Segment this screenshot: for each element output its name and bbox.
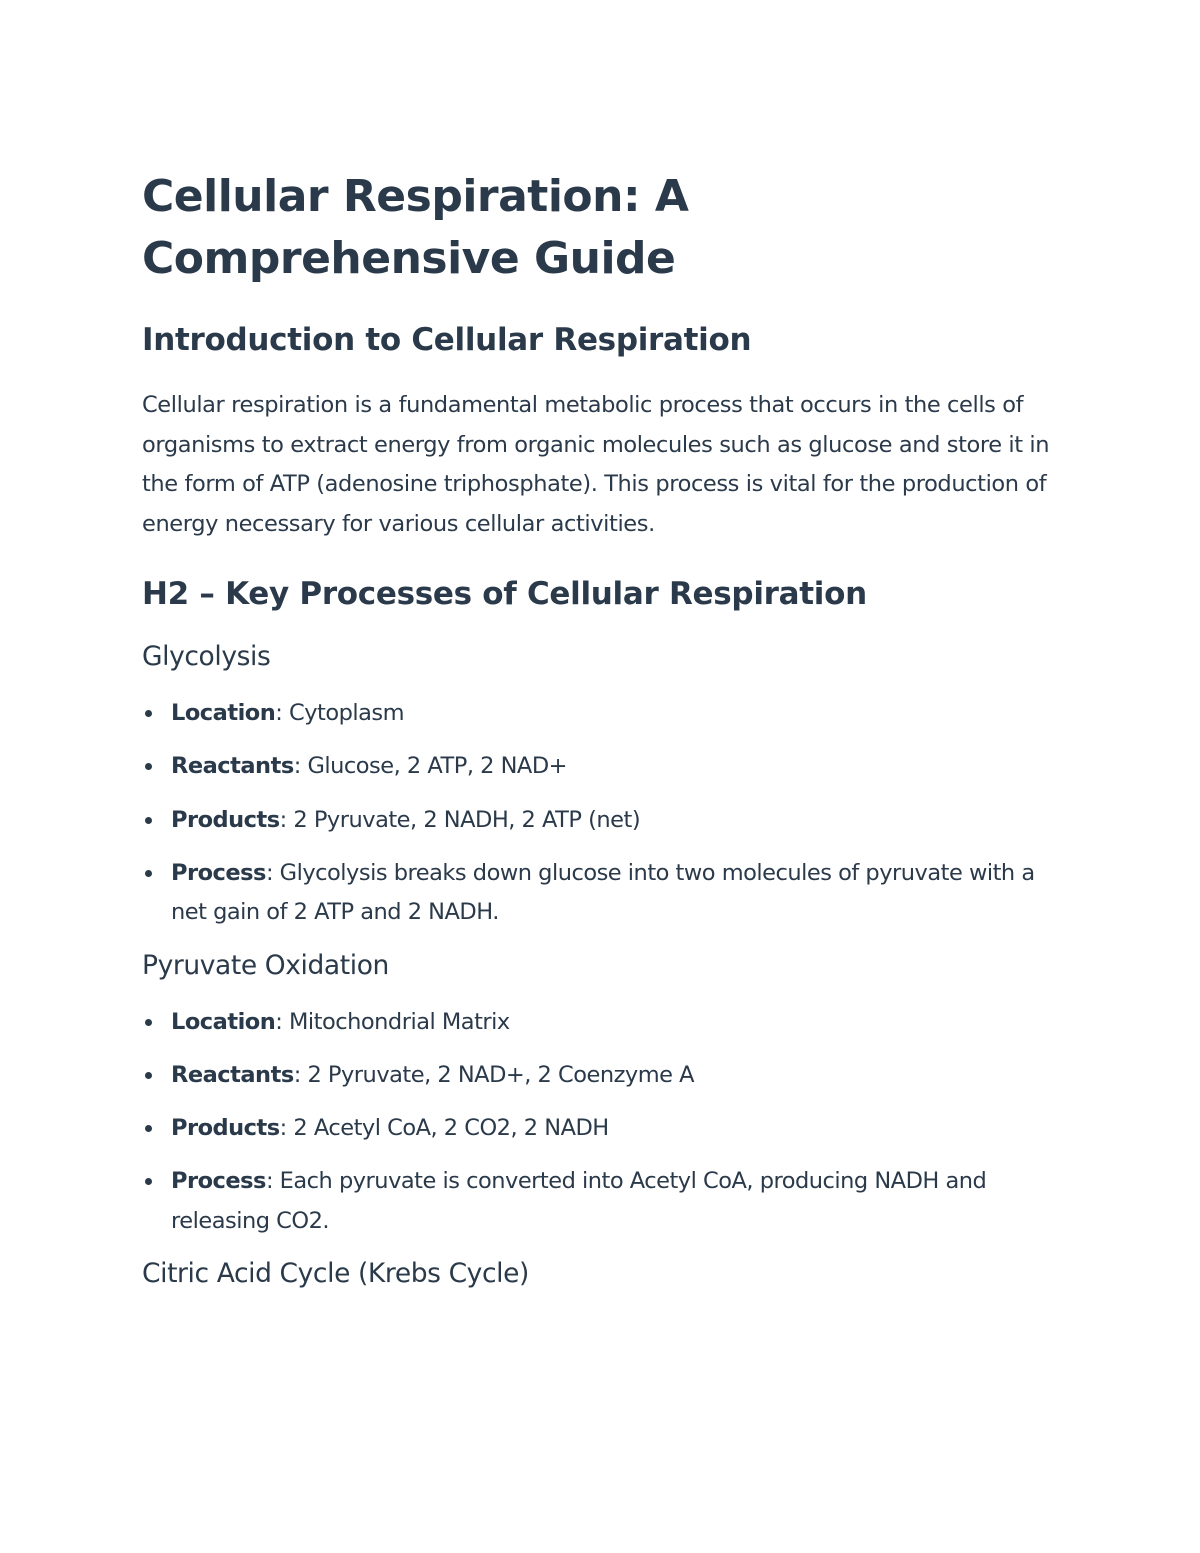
item-text: : Each pyruvate is converted into Acetyl CoA, producing NADH and releasing CO2. xyxy=(171,1168,987,1234)
glycolysis-heading: Glycolysis xyxy=(142,641,271,673)
bullet-icon xyxy=(145,870,152,877)
bullet-icon xyxy=(145,1019,152,1026)
list-item xyxy=(142,1056,1057,1096)
item-text: : Cytoplasm xyxy=(275,700,405,727)
pyruvate-oxidation-heading: Pyruvate Oxidation xyxy=(142,949,389,981)
list-item xyxy=(142,854,1057,933)
list-item xyxy=(142,801,1057,841)
list-item xyxy=(142,1162,1057,1241)
bullet-icon xyxy=(145,763,152,770)
item-text: : Glycolysis breaks down glucose into two molecules of pyruvate with a net gain of 2 ATP and 2 NADH. xyxy=(171,859,1035,926)
intro-paragraph: Cellular respiration is a fundamental metabolic process that occurs in the cells of organisms to extract energy from organic molecules such as glucose and store it in the form of ATP (adenosine triphosphate). This process is vital for the production of energy necessary for various cellular activities. xyxy=(142,392,1050,537)
bullet-icon xyxy=(145,710,152,717)
bullet-icon xyxy=(145,1125,152,1132)
document-title: Cellular Respiration: A Comprehensive Guide xyxy=(142,171,689,284)
item-label: Process xyxy=(171,859,266,886)
list-item xyxy=(142,694,1057,734)
item-text: : Mitochondrial Matrix xyxy=(275,1008,510,1035)
document-page xyxy=(142,166,1057,1293)
pyruvate-oxidation-list xyxy=(142,1003,1057,1241)
item-label: Products xyxy=(171,1115,280,1142)
bullet-icon xyxy=(145,817,152,824)
intro-heading: Introduction to Cellular Respiration xyxy=(142,322,752,358)
item-text: : Glucose, 2 ATP, 2 NAD+ xyxy=(293,753,568,780)
item-text: : 2 Acetyl CoA, 2 CO2, 2 NADH xyxy=(279,1115,609,1142)
citric-acid-cycle-heading: Citric Acid Cycle (Krebs Cycle) xyxy=(142,1258,529,1290)
list-item xyxy=(142,1003,1057,1043)
item-label: Reactants xyxy=(171,753,294,780)
bullet-icon xyxy=(145,1178,152,1185)
item-label: Location xyxy=(171,700,276,727)
key-processes-heading: H2 – Key Processes of Cellular Respiration xyxy=(142,576,867,613)
bullet-icon xyxy=(145,1072,152,1079)
glycolysis-list xyxy=(142,694,1057,932)
item-text: : 2 Pyruvate, 2 NADH, 2 ATP (net) xyxy=(279,806,641,833)
item-label: Location xyxy=(171,1008,276,1035)
item-label: Process xyxy=(171,1168,266,1195)
list-item xyxy=(142,1109,1057,1149)
item-label: Reactants xyxy=(171,1061,294,1088)
list-item xyxy=(142,747,1057,787)
item-text: : 2 Pyruvate, 2 NAD+, 2 Coenzyme A xyxy=(293,1061,695,1088)
item-label: Products xyxy=(171,806,280,833)
